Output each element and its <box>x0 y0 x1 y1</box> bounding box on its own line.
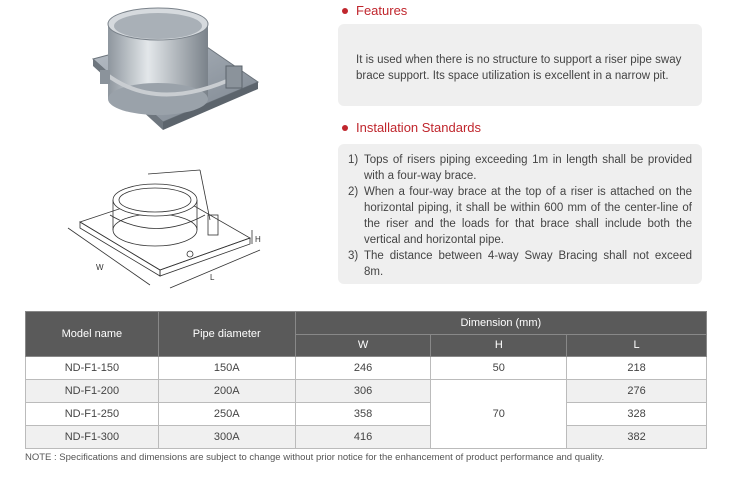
cell-l: 328 <box>567 403 707 426</box>
table-row <box>26 426 707 449</box>
cell-model: ND-F1-250 <box>26 403 159 426</box>
header-dimension: Dimension (mm) <box>295 312 706 335</box>
cell-w: 358 <box>295 403 431 426</box>
features-title: Features <box>356 3 408 18</box>
standard-item <box>348 152 692 184</box>
specification-table <box>25 311 707 449</box>
cell-l: 218 <box>567 357 707 380</box>
table-row <box>26 403 707 426</box>
bullet-dot-icon <box>342 8 348 14</box>
standard-text: The distance between 4-way Sway Bracing shall not exceed 8m. <box>364 250 692 278</box>
dimension-label-w: W <box>96 263 104 272</box>
installation-heading <box>342 120 481 135</box>
header-pipe-diameter: Pipe diameter <box>158 312 295 357</box>
cell-pipe: 300A <box>158 426 295 449</box>
table-note: NOTE : Specifications and dimensions are subject to change without prior notice for the enhancement of product performance and quality. <box>25 452 605 463</box>
cell-l: 382 <box>567 426 707 449</box>
installation-box <box>338 144 702 284</box>
cell-pipe: 250A <box>158 403 295 426</box>
header-w: W <box>295 334 431 357</box>
product-photo <box>88 4 268 152</box>
cell-w: 246 <box>295 357 431 380</box>
standard-item <box>348 248 692 280</box>
standard-text: When a four-way brace at the top of a riser is attached on the horizontal piping, it shall be within 600 mm of the center-line of the riser and the loads for that brace shall include both the vertical and horizontal pipe. <box>364 186 692 246</box>
header-model: Model name <box>26 312 159 357</box>
cell-h: 70 <box>431 380 567 449</box>
header-l: L <box>567 334 707 357</box>
technical-drawing <box>60 160 275 305</box>
installation-title: Installation Standards <box>356 120 482 135</box>
dimension-label-h: H <box>255 235 261 244</box>
cell-h: 50 <box>431 357 567 380</box>
dimension-label-l: L <box>210 273 215 282</box>
header-h: H <box>431 334 567 357</box>
standard-item <box>348 184 692 248</box>
features-box <box>338 24 702 106</box>
cell-l: 276 <box>567 380 707 403</box>
table-row <box>26 357 707 380</box>
cell-pipe: 200A <box>158 380 295 403</box>
standard-number: 2) <box>348 186 359 198</box>
cell-pipe: 150A <box>158 357 295 380</box>
bullet-dot-icon <box>342 125 348 131</box>
cell-model: ND-F1-300 <box>26 426 159 449</box>
cell-w: 416 <box>295 426 431 449</box>
table-row <box>26 380 707 403</box>
standard-number: 1) <box>348 154 359 166</box>
features-heading <box>342 3 407 18</box>
features-text: It is used when there is no structure to support a riser pipe sway brace support. Its space utilization is excellent in a narrow pit. <box>356 54 682 82</box>
cell-w: 306 <box>295 380 431 403</box>
cell-model: ND-F1-200 <box>26 380 159 403</box>
standard-text: Tops of risers piping exceeding 1m in length shall be provided with a four-way brace. <box>364 154 692 182</box>
cell-model: ND-F1-150 <box>26 357 159 380</box>
standard-number: 3) <box>348 250 359 262</box>
